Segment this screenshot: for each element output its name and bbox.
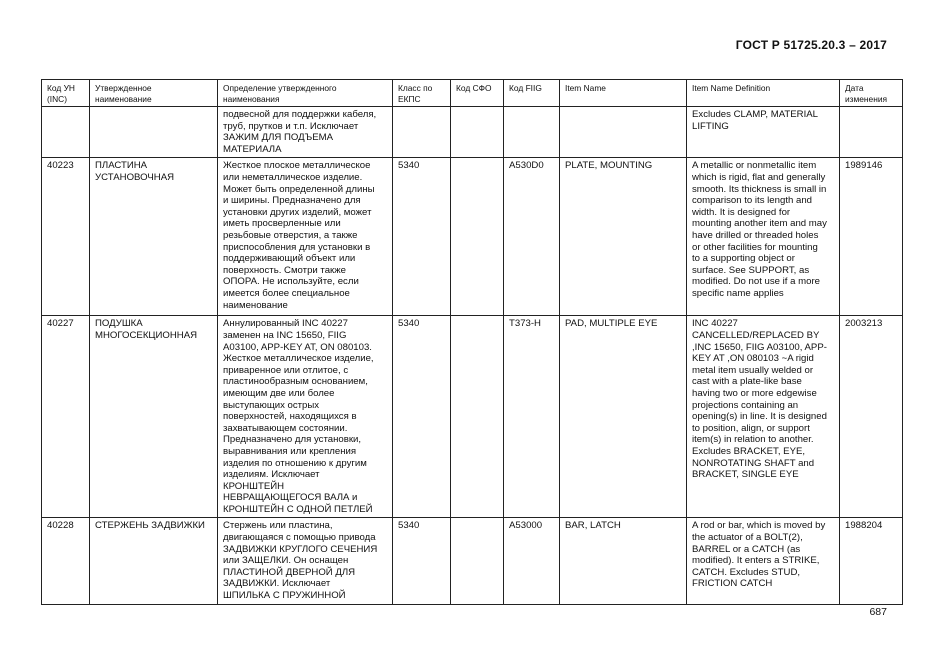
cell-date: 1988204 bbox=[840, 518, 903, 604]
table-row bbox=[42, 316, 903, 518]
header-definition-ru: Определение утвержденного наименования bbox=[218, 80, 393, 107]
header-item-definition: Item Name Definition bbox=[687, 80, 840, 107]
cell-item-name: PAD, MULTIPLE EYE bbox=[560, 316, 687, 518]
cell-name-ru: ПОДУШКА МНОГОСЕКЦИОННАЯ bbox=[90, 316, 218, 518]
cell-item-name: BAR, LATCH bbox=[560, 518, 687, 604]
cell-ekps: 5340 bbox=[393, 518, 451, 604]
table-row bbox=[42, 518, 903, 604]
cell-inc: 40228 bbox=[42, 518, 90, 604]
cell-ekps bbox=[393, 107, 451, 158]
cell-definition-ru: подвесной для поддержки кабеля, труб, прутков и т.п. Исключает ЗАЖИМ ДЛЯ ПОДЪЕМА МАТЕРИАЛА bbox=[218, 107, 393, 158]
header-ekps: Класс по ЕКПС bbox=[393, 80, 451, 107]
cell-item-definition: A metallic or nonmetallic item which is rigid, flat and generally smooth. Its thickness is small in comparison to its length and width. It is designed for mounting another item and may have drilled or threaded holes or other facilities for mounting to a supporting object or surface. See SUPPORT, as modified. Do not use if a more specific name applies bbox=[687, 158, 840, 316]
cell-definition-ru: Аннулированный INC 40227 заменен на INC 15650, FIIG A03100, APP-KEY AT, ON 080103. Жесткое металлическое изделие, приваренное или отлитое, с пластинообразным основанием, имеющим две или более выступающих острых поверхностей, находящихся в захватывающем состоянии. Предназначено для установки, выравнивания или крепления изделия по отношению к другим изделиям. Исключает КРОНШТЕЙН НЕВРАЩАЮЩЕГОСЯ ВАЛА и КРОНШТЕЙН С ОДНОЙ ПЕТЛЕЙ bbox=[218, 316, 393, 518]
cell-ekps: 5340 bbox=[393, 316, 451, 518]
items-table bbox=[41, 79, 903, 605]
cell-fiig bbox=[504, 107, 560, 158]
cell-fiig: A53000 bbox=[504, 518, 560, 604]
header-sfo: Код СФО bbox=[451, 80, 504, 107]
cell-sfo bbox=[451, 107, 504, 158]
document-header: ГОСТ Р 51725.20.3 – 2017 bbox=[735, 38, 887, 52]
cell-item-name: PLATE, MOUNTING bbox=[560, 158, 687, 316]
cell-sfo bbox=[451, 316, 504, 518]
cell-name-ru: ПЛАСТИНА УСТАНОВОЧНАЯ bbox=[90, 158, 218, 316]
cell-date: 1989146 bbox=[840, 158, 903, 316]
cell-fiig: T373-H bbox=[504, 316, 560, 518]
cell-sfo bbox=[451, 518, 504, 604]
page-number: 687 bbox=[869, 606, 887, 618]
cell-ekps: 5340 bbox=[393, 158, 451, 316]
cell-name-ru bbox=[90, 107, 218, 158]
header-item-name: Item Name bbox=[560, 80, 687, 107]
cell-item-definition: A rod or bar, which is moved by the actuator of a BOLT(2), BARREL or a CATCH (as modified). It enters a STRIKE, CATCH. Excludes STUD, FRICTION CATCH bbox=[687, 518, 840, 604]
cell-item-definition: Excludes CLAMP, MATERIAL LIFTING bbox=[687, 107, 840, 158]
cell-inc: 40223 bbox=[42, 158, 90, 316]
cell-fiig: A530D0 bbox=[504, 158, 560, 316]
table-row bbox=[42, 158, 903, 316]
cell-date: 2003213 bbox=[840, 316, 903, 518]
cell-sfo bbox=[451, 158, 504, 316]
table-row bbox=[42, 107, 903, 158]
cell-inc: 40227 bbox=[42, 316, 90, 518]
header-inc: Код УН (INC) bbox=[42, 80, 90, 107]
header-name-ru: Утвержденное наименование bbox=[90, 80, 218, 107]
cell-date bbox=[840, 107, 903, 158]
table-header-row bbox=[42, 80, 903, 107]
cell-name-ru: СТЕРЖЕНЬ ЗАДВИЖКИ bbox=[90, 518, 218, 604]
header-fiig: Код FIIG bbox=[504, 80, 560, 107]
cell-inc bbox=[42, 107, 90, 158]
cell-item-definition: INC 40227 CANCELLED/REPLACED BY ,INC 15650, FIIG A03100, APP- KEY AT ,ON 080103 ~A rigid metal item usually welded or cast with a plate-like base having two or more edgewise projections containing an opening(s) in line. It is designed to position, align, or support item(s) in relation to another. Excludes BRACKET, EYE, NONROTATING SHAFT and BRACKET, SINGLE EYE bbox=[687, 316, 840, 518]
header-date: Дата изменения bbox=[840, 80, 903, 107]
cell-definition-ru: Стержень или пластина, двигающаяся с помощью привода ЗАДВИЖКИ КРУГЛОГО СЕЧЕНИЯ или ЗАЩЕЛКИ. Он оснащен ПЛАСТИНОЙ ДВЕРНОЙ ДЛЯ ЗАДВИЖКИ. Исключает ШПИЛЬКА С ПРУЖИННОЙ bbox=[218, 518, 393, 604]
cell-definition-ru: Жесткое плоское металлическое или неметаллическое изделие. Может быть определенной длины и ширины. Предназначено для установки других изделий, может иметь просверленные или резьбовые отверстия, а также приспособления для установки в поддерживающий объект или поверхность. Смотри также ОПОРА. Не используйте, если имеется более специальное наименование bbox=[218, 158, 393, 316]
cell-item-name bbox=[560, 107, 687, 158]
